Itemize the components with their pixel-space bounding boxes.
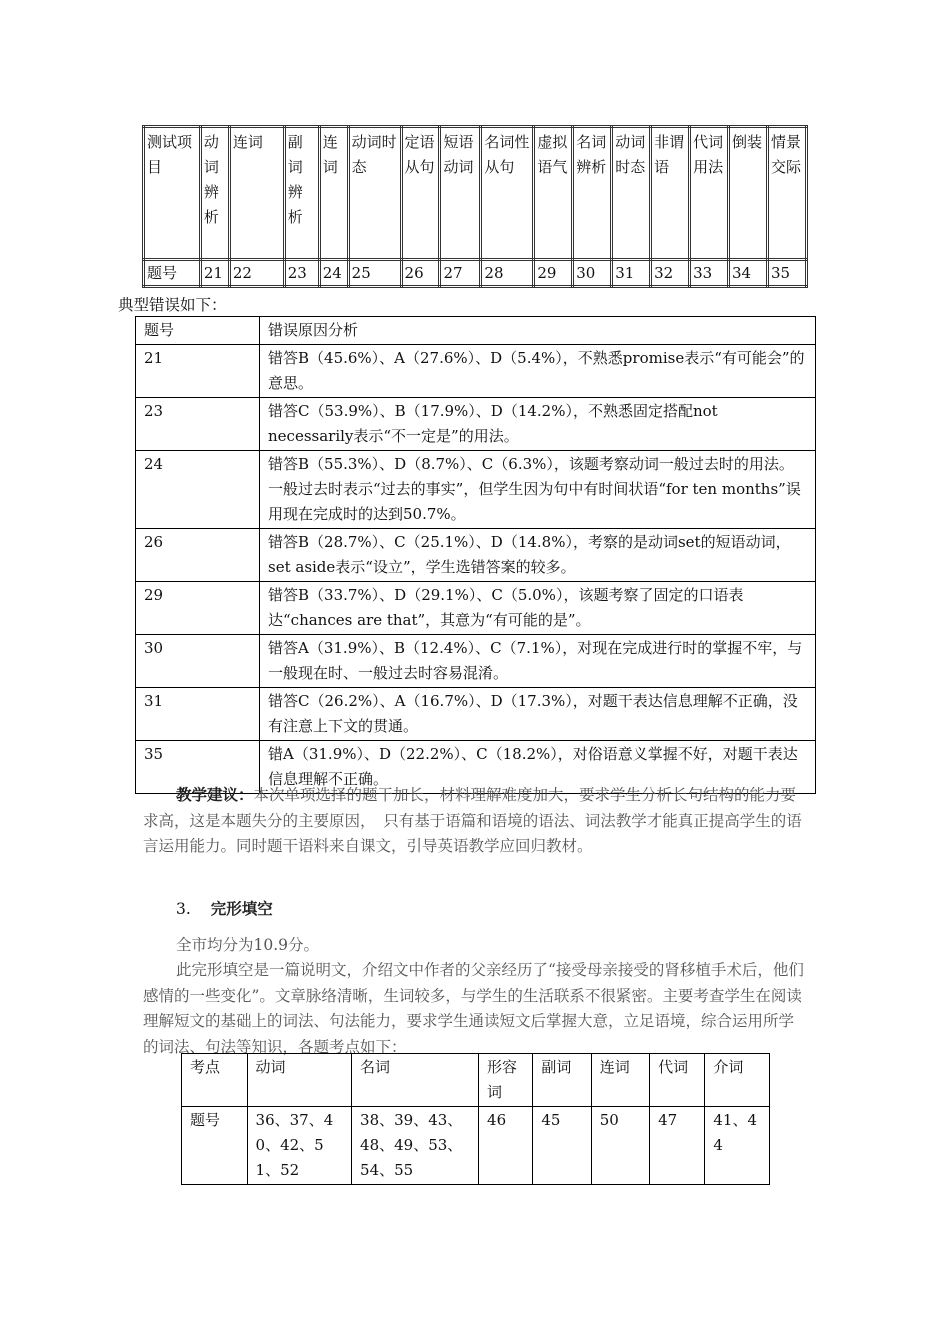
table-cell: 代词用法 xyxy=(690,127,729,260)
table-cell: 22 xyxy=(229,260,284,287)
error-analysis-table xyxy=(135,316,816,794)
table-cell: 38、39、43、48、49、53、54、55 xyxy=(352,1107,479,1185)
table-cell: 连词 xyxy=(591,1054,649,1107)
table-cell: 名词 xyxy=(352,1054,479,1107)
table-cell: 虚拟语气 xyxy=(534,127,573,260)
table-cell: 23 xyxy=(136,398,260,451)
table-cell: 动词时态 xyxy=(612,127,651,260)
table-header-cell: 错误原因分析 xyxy=(260,317,816,345)
table-cell: 题号 xyxy=(182,1107,248,1185)
table-cell: 41、44 xyxy=(705,1107,770,1185)
table-row xyxy=(136,345,816,398)
table-cell: 名词辨析 xyxy=(573,127,612,260)
table-cell: 34 xyxy=(729,260,768,287)
table-cell: 介词 xyxy=(705,1054,770,1107)
typical-errors-intro: 典型错误如下： xyxy=(118,296,227,314)
table-cell: 23 xyxy=(284,260,319,287)
table-cell: 名词性从句 xyxy=(481,127,534,260)
table-cell: 35 xyxy=(136,741,260,794)
table-cell: 错答B（55.3%）、D（8.7%）、C（6.3%），该题考察动词一般过去时的用法。一般过去时表示“过去的事实”，但学生因为句中有时间状语“for ten months”误用现在完成时的达到50.7%。 xyxy=(260,451,816,529)
table-row xyxy=(136,582,816,635)
table-cell: 32 xyxy=(651,260,690,287)
table-cell: 46 xyxy=(479,1107,533,1185)
table-cell: 26 xyxy=(136,529,260,582)
table-row xyxy=(136,529,816,582)
suggestion-text: 本次单项选择的题干加长，材料理解难度加大，要求学生分析长句结构的能力要求高，这是本题失分的主要原因， 只有基于语篇和语境的语法、词法教学才能真正提高学生的语言运用能力。同时题干语料来自课文，引导英语教学应回归教材。 xyxy=(143,786,802,855)
table-cell: 错答B（45.6%）、A（27.6%）、D（5.4%），不熟悉promise表示“有可能会”的意思。 xyxy=(260,345,816,398)
table-row xyxy=(136,451,816,529)
table-cell: 动词 xyxy=(247,1054,351,1107)
table-cell: 连词 xyxy=(319,127,348,260)
table-cell: 动词辨析 xyxy=(200,127,229,260)
table-cell: 50 xyxy=(591,1107,649,1185)
table-cell: 情景交际 xyxy=(767,127,806,260)
average-score: 全市均分为10.9分。 xyxy=(176,936,320,954)
table-cell: 错答B（28.7%）、C（25.1%）、D（14.8%），考察的是动词set的短语动词，set aside表示“设立”，学生选错答案的较多。 xyxy=(260,529,816,582)
table-cell: 短语动词 xyxy=(440,127,481,260)
table-cell: 错A（31.9%）、D（22.2%）、C（18.2%），对俗语意义掌握不好，对题干表达信息理解不正确。 xyxy=(260,741,816,794)
section-title: 完形填空 xyxy=(210,899,273,918)
table-cell: 代词 xyxy=(650,1054,705,1107)
table-cell: 题号 xyxy=(144,260,201,287)
table-cell: 45 xyxy=(533,1107,591,1185)
table-cell: 定语从句 xyxy=(401,127,440,260)
table-cell: 24 xyxy=(319,260,348,287)
table-cell: 错答C（26.2%）、A（16.7%）、D（17.3%），对题干表达信息理解不正确，没有注意上下文的贯通。 xyxy=(260,688,816,741)
test-items-table xyxy=(142,125,808,288)
table-cell: 31 xyxy=(136,688,260,741)
table-cell: 27 xyxy=(440,260,481,287)
section-number: 3. xyxy=(176,900,191,918)
table-cell: 30 xyxy=(136,635,260,688)
table-cell: 考点 xyxy=(182,1054,248,1107)
table-cell: 30 xyxy=(573,260,612,287)
table-cell: 26 xyxy=(401,260,440,287)
table-cell: 倒装 xyxy=(729,127,768,260)
table-cell: 错答C（53.9%）、B（17.9%）、D（14.2%），不熟悉固定搭配not necessarily表示“不一定是”的用法。 xyxy=(260,398,816,451)
section-heading xyxy=(176,896,273,923)
table-cell: 33 xyxy=(690,260,729,287)
suggestion-label: 教学建议： xyxy=(176,785,254,804)
table-cell: 21 xyxy=(136,345,260,398)
table-cell: 非谓语 xyxy=(651,127,690,260)
table-header-cell: 题号 xyxy=(136,317,260,345)
table-cell: 形容词 xyxy=(479,1054,533,1107)
table-cell: 25 xyxy=(348,260,401,287)
table-cell: 连词 xyxy=(229,127,284,260)
table-cell: 29 xyxy=(534,260,573,287)
table-row xyxy=(136,688,816,741)
table-cell: 31 xyxy=(612,260,651,287)
table-cell: 36、37、40、42、51、52 xyxy=(247,1107,351,1185)
table-cell: 动词时态 xyxy=(348,127,401,260)
table-cell: 副词辨析 xyxy=(284,127,319,260)
table-cell: 29 xyxy=(136,582,260,635)
table-cell: 28 xyxy=(481,260,534,287)
cloze-description: 此完形填空是一篇说明文，介绍文中作者的父亲经历了“接受母亲接受的肾移植手术后，他们感情的一些变化”。文章脉络清晰，生词较多，与学生的生活联系不很紧密。主要考查学生在阅读理解短文的基础上的词法、句法能力，要求学生通读短文后掌握大意，立足语境，综合运用所学的词法、句法等知识，各题考点如下： xyxy=(143,961,804,1056)
teaching-suggestion xyxy=(143,782,805,860)
table-cell: 24 xyxy=(136,451,260,529)
table-cell: 21 xyxy=(200,260,229,287)
table-cell: 错答A（31.9%）、B（12.4%）、C（7.1%），对现在完成进行时的掌握不牢，与一般现在时、一般过去时容易混淆。 xyxy=(260,635,816,688)
table-cell: 错答B（33.7%）、D（29.1%）、C（5.0%），该题考察了固定的口语表达“chances are that”，其意为“有可能的是”。 xyxy=(260,582,816,635)
cloze-points-table xyxy=(181,1053,770,1185)
table-cell: 副词 xyxy=(533,1054,591,1107)
table-cell: 47 xyxy=(650,1107,705,1185)
table-cell: 35 xyxy=(767,260,806,287)
table-cell: 测试项目 xyxy=(144,127,201,260)
table-row xyxy=(136,398,816,451)
table-row xyxy=(136,635,816,688)
